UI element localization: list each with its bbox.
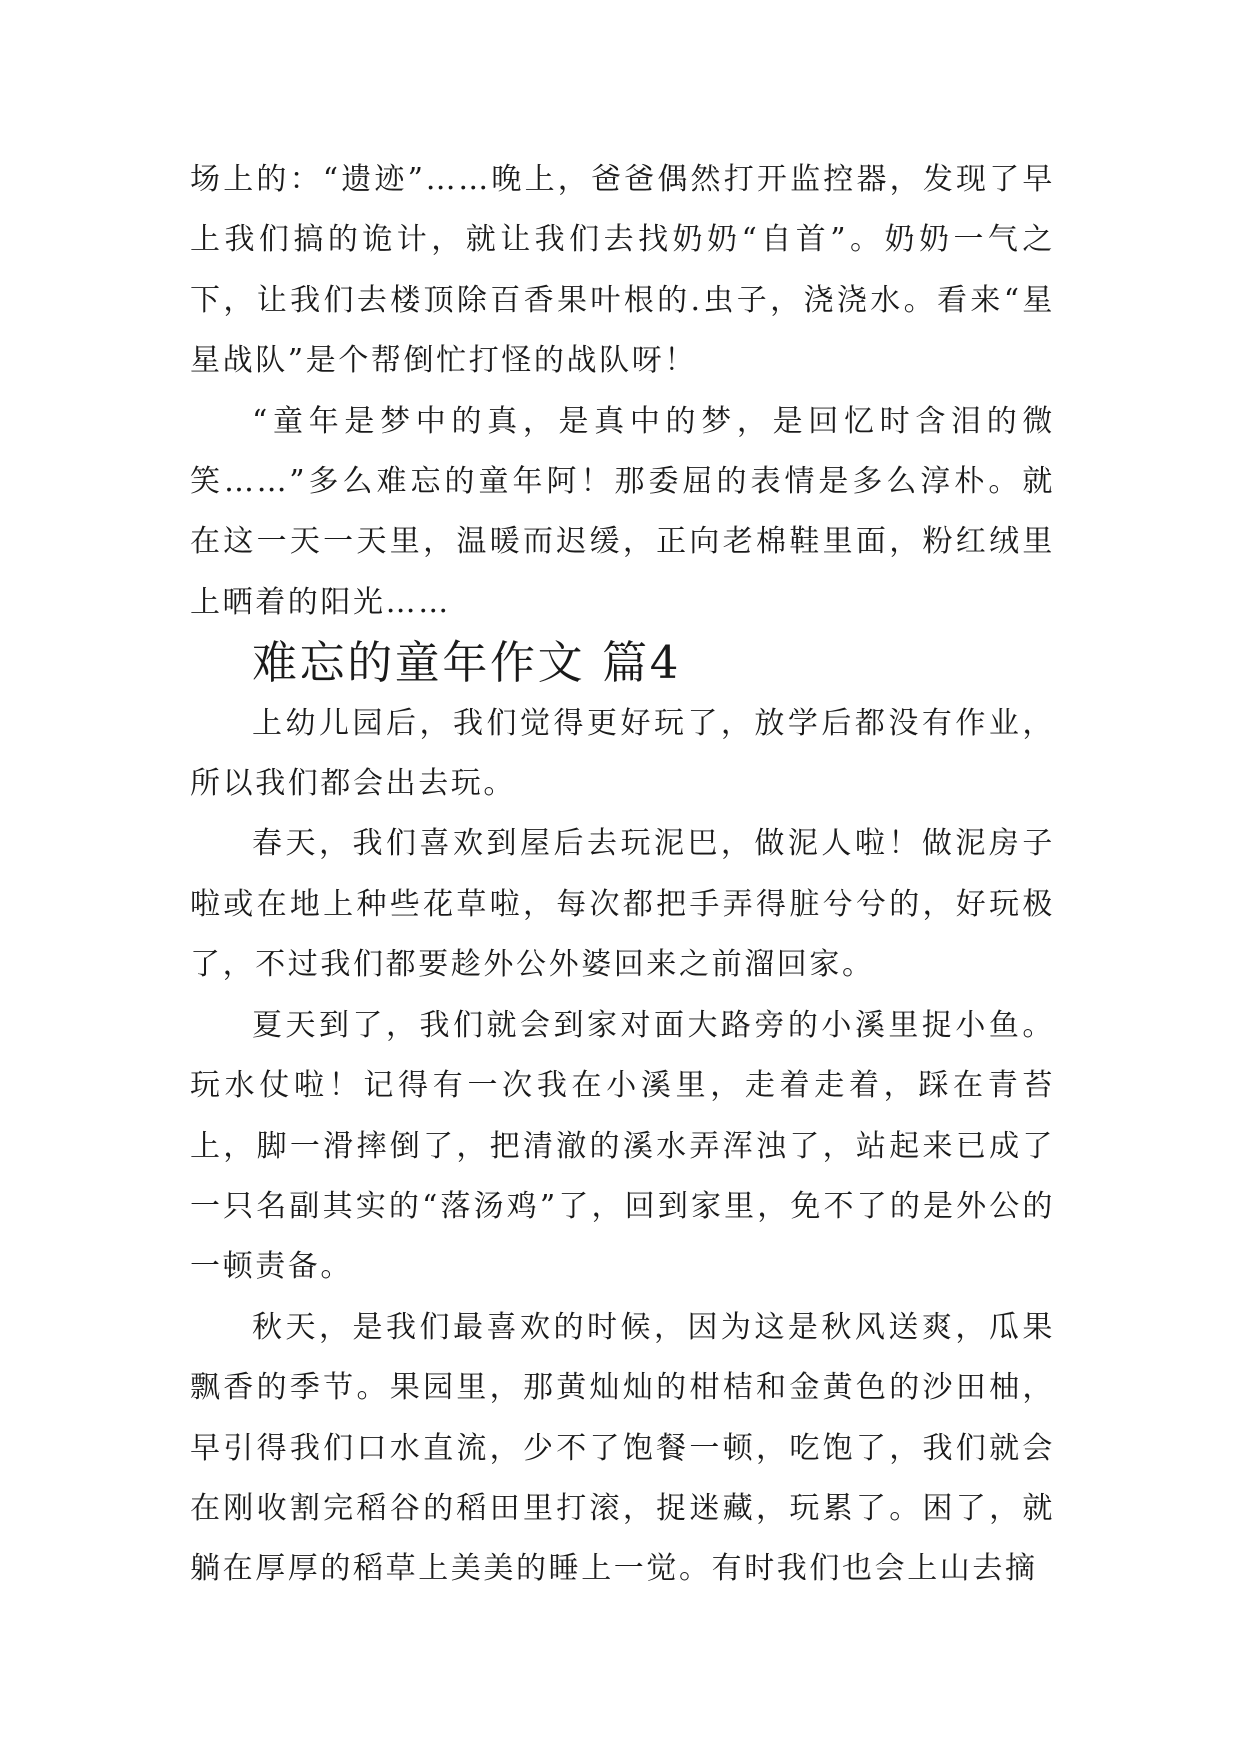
paragraph-quote: “童年是梦中的真，是真中的梦，是回忆时含泪的微笑……”多么难忘的童年阿！那委屈的表情是多么淳朴。就在这一天一天里，温暖而迟缓，正向老棉鞋里面，粉红绒里上晒着的阳光…… — [190, 403, 1055, 620]
section-heading: 难忘的童年作文 篇4 — [252, 636, 681, 690]
paragraph-summer: 夏天到了，我们就会到家对面大路旁的小溪里捉小鱼。玩水仗啦！记得有一次我在小溪里，走着走着，踩在青苔上，脚一滑摔倒了，把清澈的溪水弄浑浊了，站起来已成了一只名副其实的“落汤鸡”了，回到家里，免不了的是外公的一顿责备。 — [190, 1007, 1055, 1285]
document-page — [190, 150, 1055, 1600]
paragraph-autumn: 秋天，是我们最喜欢的时候，因为这是秋风送爽，瓜果飘香的季节。果园里，那黄灿灿的柑桔和金黄色的沙田柚，早引得我们口水直流，少不了饱餐一顿，吃饱了，我们就会在刚收割完稻谷的稻田里打滚，捉迷藏，玩累了。困了，就躺在厚厚的稻草上美美的睡上一觉。有时我们也会上山去摘 — [190, 1309, 1055, 1587]
paragraph-kindergarten: 上幼儿园后，我们觉得更好玩了，放学后都没有作业，所以我们都会出去玩。 — [190, 705, 1055, 802]
paragraph-spring: 春天，我们喜欢到屋后去玩泥巴，做泥人啦！做泥房子啦或在地上种些花草啦，每次都把手弄得脏兮兮的，好玩极了，不过我们都要趁外公外婆回来之前溜回家。 — [190, 826, 1055, 983]
paragraph-continuation: 场上的：“遗迹”……晚上，爸爸偶然打开监控器，发现了早上我们搞的诡计，就让我们去找奶奶“自首”。奶奶一气之下，让我们去楼顶除百香果叶根的.虫子，浇浇水。看来“星星战队”是个帮倒忙打怪的战队呀！ — [190, 162, 1055, 379]
